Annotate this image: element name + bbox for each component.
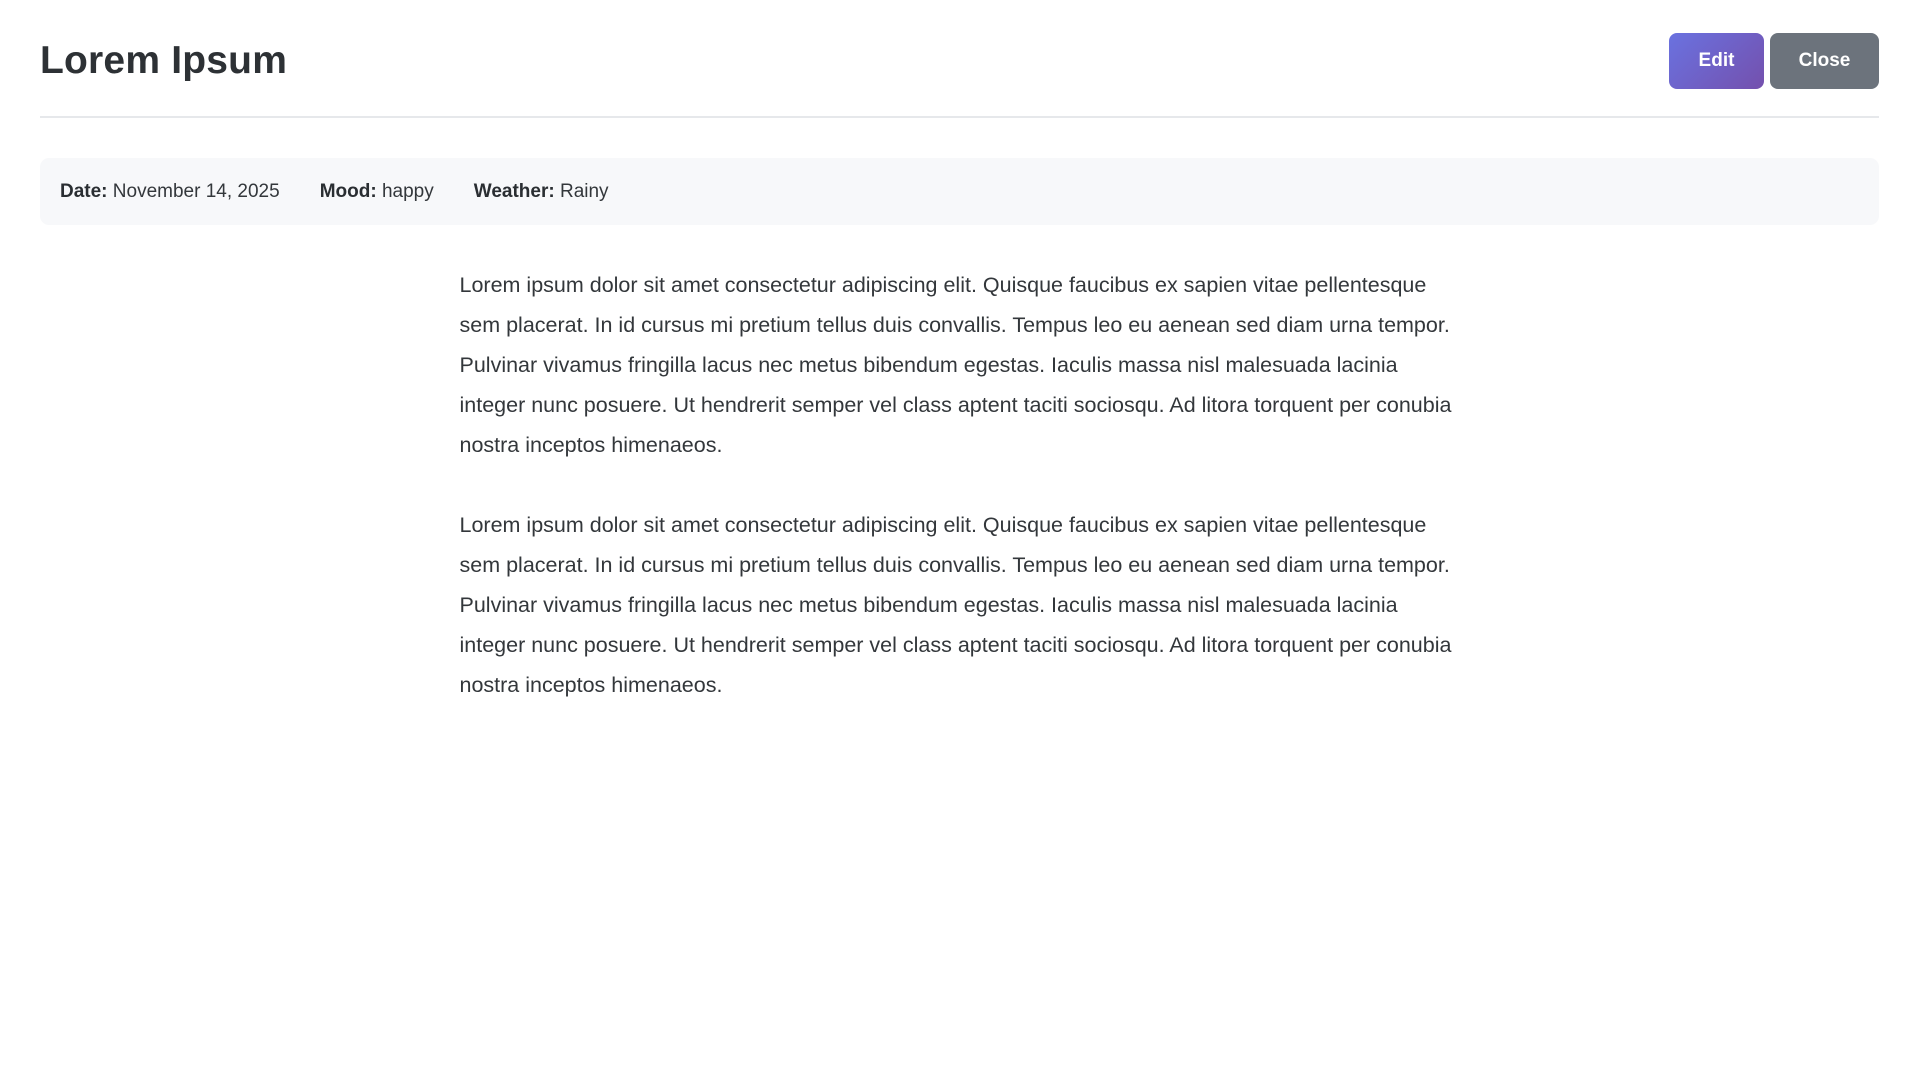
page-title: Lorem Ipsum (40, 39, 288, 82)
meta-mood-value: happy (381, 180, 434, 202)
entry-paragraph-2: Lorem ipsum dolor sit amet consectetur adipiscing elit. Quisque faucibus ex sapien vitae pellentesque sem placerat. In id cursus mi pretium tellus duis convallis. Tempus leo eu aenean sed diam urna tempor. Pulvinar vivamus fringilla lacus nec metus bibendum egestas. Iaculis massa nisl malesuada lacinia integer nunc posuere. Ut hendrerit semper vel class aptent taciti sociosqu. Ad litora torquent per conubia nostra inceptos himenaeos. (459, 513, 1452, 697)
meta-weather (474, 181, 609, 203)
meta-date (60, 181, 280, 203)
entry-paragraph-1: Lorem ipsum dolor sit amet consectetur adipiscing elit. Quisque faucibus ex sapien vitae pellentesque sem placerat. In id cursus mi pretium tellus duis convallis. Tempus leo eu aenean sed diam urna tempor. Pulvinar vivamus fringilla lacus nec metus bibendum egestas. Iaculis massa nisl malesuada lacinia integer nunc posuere. Ut hendrerit semper vel class aptent taciti sociosqu. Ad litora torquent per conubia nostra inceptos himenaeos. (459, 273, 1452, 457)
entry-meta-bar (40, 158, 1879, 225)
entry-content (460, 265, 1460, 705)
meta-weather-value: Rainy (559, 180, 609, 202)
meta-mood (320, 181, 434, 203)
meta-date-value: November 14, 2025 (112, 180, 280, 202)
close-button[interactable]: Close (1770, 33, 1879, 89)
meta-mood-label: Mood: (319, 180, 377, 202)
meta-date-label: Date: (60, 180, 108, 202)
meta-weather-label: Weather: (473, 180, 555, 202)
header-actions (1669, 27, 1879, 89)
entry-header (40, 0, 1879, 118)
edit-button[interactable]: Edit (1669, 33, 1764, 89)
